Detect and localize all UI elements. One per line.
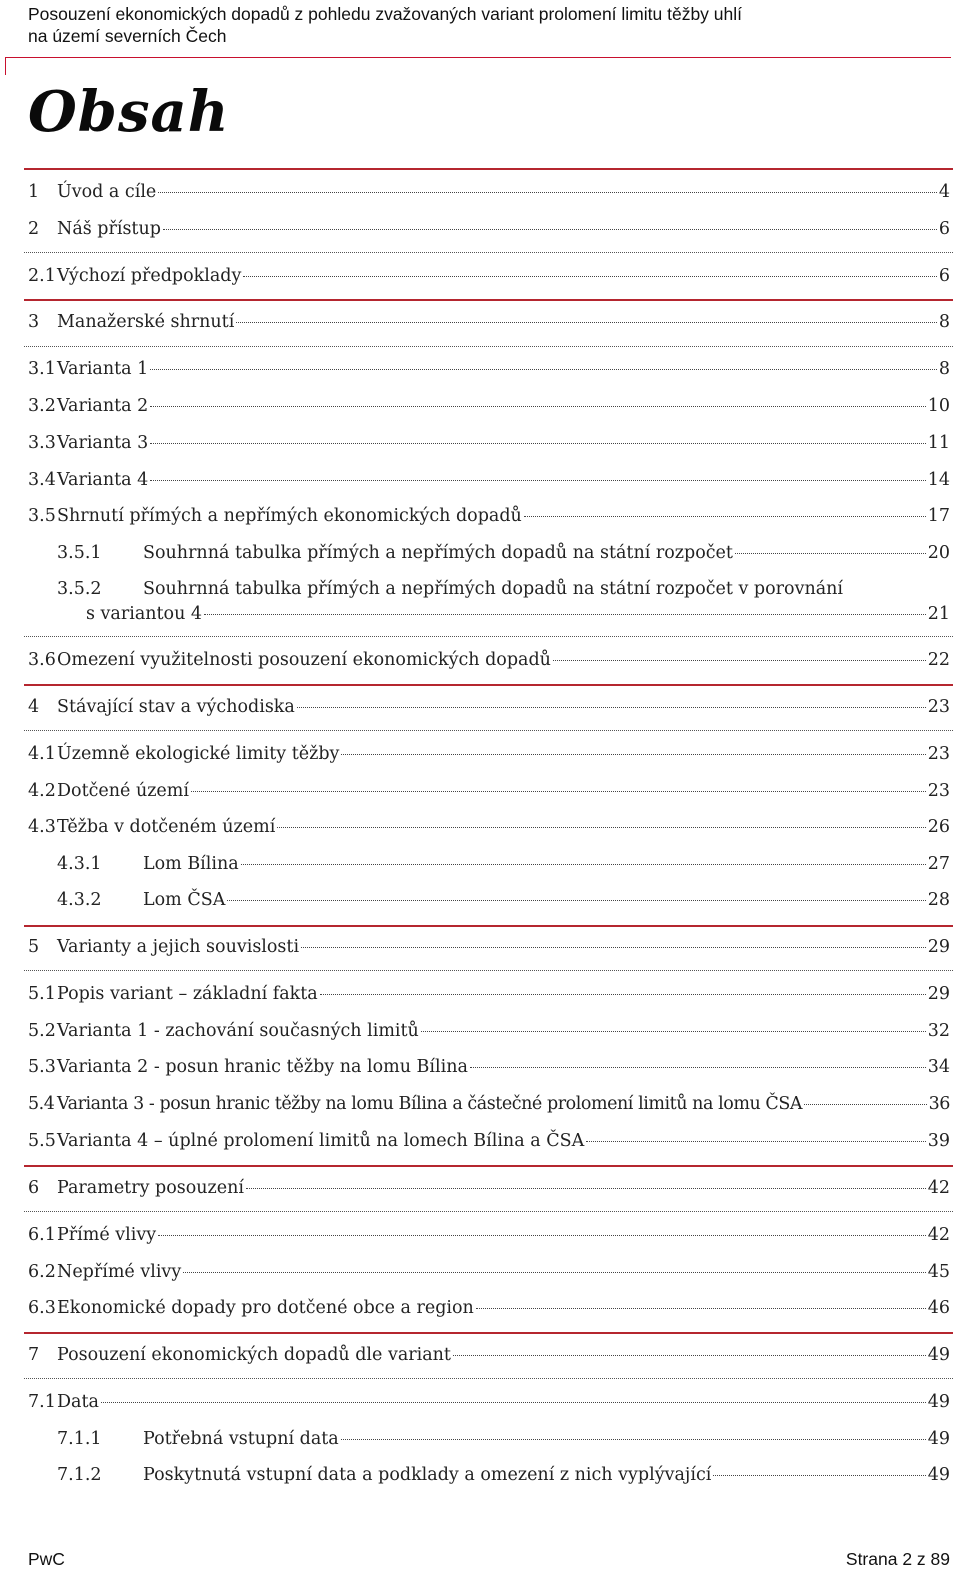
separator (24, 168, 953, 170)
toc-number: 6.1 (28, 1225, 56, 1245)
toc-entry-3-1[interactable] (28, 357, 950, 381)
toc-entry-3-5-2-continuation[interactable] (86, 602, 950, 626)
toc-entry-4[interactable] (28, 695, 950, 719)
toc-number: 7.1.2 (57, 1465, 102, 1485)
toc-title: Souhrnná tabulka přímých a nepřímých dopadů na státní rozpočet v porovnání (143, 579, 844, 599)
toc-entry-3-5[interactable] (28, 504, 950, 528)
toc-title: Přímé vlivy (57, 1225, 157, 1245)
toc-title: Lom Bílina (143, 854, 239, 874)
dot-leader (476, 1308, 926, 1309)
toc-number: 4.3.2 (57, 890, 102, 910)
toc-page: 49 (927, 1345, 950, 1365)
dot-leader (243, 276, 936, 277)
toc-page: 17 (927, 506, 950, 526)
toc-number: 3.5.1 (57, 543, 102, 563)
toc-title: Úvod a cíle (57, 182, 157, 202)
toc-entry-4-3-1[interactable] (57, 852, 950, 876)
toc-page: 42 (927, 1178, 950, 1198)
dot-leader (158, 192, 937, 193)
toc-page: 28 (927, 890, 950, 910)
separator (24, 1332, 953, 1334)
dot-leader (735, 553, 926, 554)
dot-leader (191, 791, 926, 792)
toc-entry-6-1[interactable] (28, 1223, 950, 1247)
toc-entry-7[interactable] (28, 1343, 950, 1367)
toc-number: 3.2 (28, 396, 56, 416)
toc-number: 4.2 (28, 781, 56, 801)
toc-entry-4-3-2[interactable] (57, 888, 950, 912)
toc-page: 49 (927, 1429, 950, 1449)
toc-title: Těžba v dotčeném území (57, 817, 276, 837)
toc-page: 4 (938, 182, 950, 202)
toc-number: 5.2 (28, 1021, 56, 1041)
toc-title: Dotčené území (57, 781, 189, 801)
toc-page: 29 (927, 937, 950, 957)
separator (24, 1378, 953, 1379)
toc-number: 3.6 (28, 650, 56, 670)
toc-entry-6[interactable] (28, 1176, 950, 1200)
separator (24, 1165, 953, 1167)
dot-leader (163, 229, 937, 230)
toc-page: 6 (938, 266, 950, 286)
toc-entry-2[interactable] (28, 217, 950, 241)
toc-number: 6.3 (28, 1298, 56, 1318)
toc-number: 3.1 (28, 359, 56, 379)
dot-leader (150, 369, 937, 370)
dot-leader (150, 480, 925, 481)
dot-leader (101, 1402, 926, 1403)
toc-entry-4-1[interactable] (28, 742, 950, 766)
toc-title: Varianty a jejich souvislosti (57, 937, 300, 957)
dot-leader (227, 900, 925, 901)
toc-page: 26 (927, 817, 950, 837)
toc-entry-3-2[interactable] (28, 394, 950, 418)
toc-entry-6-2[interactable] (28, 1260, 950, 1284)
toc-number: 7 (28, 1345, 40, 1365)
footer-company: PwC (28, 1549, 65, 1569)
toc-page: 23 (927, 744, 950, 764)
toc-page: 29 (927, 984, 950, 1004)
toc-number: 1 (28, 182, 40, 202)
dot-leader (150, 406, 925, 407)
toc-title: Popis variant – základní fakta (57, 984, 318, 1004)
toc-title: Výchozí předpoklady (57, 266, 242, 286)
toc-title: Shrnutí přímých a nepřímých ekonomických dopadů (57, 506, 522, 526)
toc-title: Data (57, 1392, 99, 1412)
separator (24, 299, 953, 301)
toc-title: Potřebná vstupní data (143, 1429, 339, 1449)
toc-number: 7.1.1 (57, 1429, 102, 1449)
toc-page: 34 (927, 1057, 950, 1077)
toc-number: 2.1 (28, 266, 56, 286)
toc-entry-3-6[interactable] (28, 648, 950, 672)
toc-number: 3 (28, 312, 40, 332)
toc-page: 46 (927, 1298, 950, 1318)
toc-title: Varianta 4 (57, 470, 149, 490)
toc-number: 7.1 (28, 1392, 56, 1412)
toc-number: 5.5 (28, 1131, 56, 1151)
toc-entry-7-1-1[interactable] (57, 1427, 950, 1451)
dot-leader (236, 322, 937, 323)
toc-title: Ekonomické dopady pro dotčené obce a region (57, 1298, 474, 1318)
toc-number: 4.3 (28, 817, 56, 837)
toc-entry-4-3[interactable] (28, 815, 950, 839)
toc-entry-5-4[interactable] (28, 1092, 950, 1116)
toc-title: Varianta 3 (57, 433, 149, 453)
toc-entry-3-4[interactable] (28, 468, 950, 492)
dot-leader (341, 1439, 926, 1440)
toc-page: 8 (938, 312, 950, 332)
toc-number: 5 (28, 937, 40, 957)
toc-number: 6.2 (28, 1262, 56, 1282)
toc-entry-7-1-2[interactable] (57, 1463, 950, 1487)
toc-page: 10 (927, 396, 950, 416)
header-line-1: Posouzení ekonomických dopadů z pohledu zvažovaných variant prolomení limitu těžby uhlí (28, 4, 743, 24)
dot-leader (470, 1067, 926, 1068)
dot-leader (150, 443, 925, 444)
toc-page: 21 (927, 604, 950, 624)
separator (24, 970, 953, 971)
dot-leader (158, 1235, 926, 1236)
toc-page: 22 (927, 650, 950, 670)
dot-leader (553, 660, 926, 661)
toc-number: 5.4 (28, 1094, 55, 1114)
toc-number: 4.1 (28, 744, 56, 764)
toc-page: 20 (927, 543, 950, 563)
dot-leader (241, 864, 926, 865)
toc-title: Náš přístup (57, 219, 161, 239)
toc-number: 3.5.2 (57, 579, 102, 599)
separator (24, 346, 953, 347)
dot-leader (204, 614, 926, 615)
toc-title: Stávající stav a východiska (57, 697, 295, 717)
dot-leader (297, 707, 926, 708)
toc-page: 49 (927, 1392, 950, 1412)
toc-page: 36 (928, 1094, 950, 1114)
toc-title: Varianta 4 – úplné prolomení limitů na lomech Bílina a ČSA (57, 1131, 585, 1151)
toc-page: 8 (938, 359, 950, 379)
toc-title: Varianta 3 - posun hranic těžby na lomu Bílina a částečné prolomení limitů na lomu ČSA (57, 1094, 803, 1114)
separator (24, 684, 953, 686)
toc-title: Posouzení ekonomických dopadů dle variant (57, 1345, 451, 1365)
page-title: Obsah (28, 79, 230, 145)
toc-title: Varianta 1 - zachování současných limitů (57, 1021, 419, 1041)
toc-page: 23 (927, 781, 950, 801)
toc-number: 6 (28, 1178, 40, 1198)
dot-leader (804, 1104, 927, 1105)
toc-number: 2 (28, 219, 40, 239)
toc-page: 6 (938, 219, 950, 239)
toc-entry-3[interactable] (28, 310, 950, 334)
toc-entry-4-2[interactable] (28, 779, 950, 803)
toc-title: Manažerské shrnutí (57, 312, 235, 332)
toc-title: Poskytnutá vstupní data a podklady a omezení z nich vyplývající (143, 1465, 712, 1485)
separator (24, 636, 953, 637)
toc-title: Územně ekologické limity těžby (57, 744, 340, 764)
toc-title: Omezení využitelnosti posouzení ekonomických dopadů (57, 650, 551, 670)
toc-title: Varianta 2 - posun hranic těžby na lomu Bílina (57, 1057, 468, 1077)
toc-number: 3.3 (28, 433, 56, 453)
dot-leader (453, 1355, 926, 1356)
toc-title: Parametry posouzení (57, 1178, 244, 1198)
dot-leader (586, 1141, 926, 1142)
toc-page: 45 (927, 1262, 950, 1282)
separator (24, 1211, 953, 1212)
toc-entry-5-5[interactable] (28, 1129, 950, 1153)
toc-page: 11 (927, 433, 950, 453)
dot-leader (421, 1031, 926, 1032)
header-line-2: na území severních Čech (28, 26, 227, 46)
toc-number: 5.1 (28, 984, 56, 1004)
toc-page: 49 (927, 1465, 950, 1485)
toc-page: 14 (927, 470, 950, 490)
toc-entry-5[interactable] (28, 935, 950, 959)
toc-title: Varianta 2 (57, 396, 149, 416)
toc-entry-3-5-1[interactable] (57, 541, 950, 565)
toc-title-continuation: s variantou 4 (86, 604, 203, 624)
toc-page: 42 (927, 1225, 950, 1245)
toc-title: Varianta 1 (57, 359, 149, 379)
toc-number: 3.4 (28, 470, 56, 490)
dot-leader (183, 1272, 926, 1273)
toc-entry-2-1[interactable] (28, 264, 950, 288)
separator (24, 252, 953, 253)
toc-entry-7-1[interactable] (28, 1390, 950, 1414)
toc-number: 5.3 (28, 1057, 56, 1077)
dot-leader (713, 1475, 925, 1476)
toc-entry-1[interactable] (28, 180, 950, 204)
dot-leader (301, 947, 926, 948)
toc-page: 32 (927, 1021, 950, 1041)
toc-number: 4.3.1 (57, 854, 102, 874)
separator (24, 925, 953, 927)
dot-leader (320, 994, 926, 995)
toc-page: 39 (927, 1131, 950, 1151)
toc-entry-5-2[interactable] (28, 1019, 950, 1043)
toc-page: 23 (927, 697, 950, 717)
dot-leader (277, 827, 925, 828)
toc-title: Lom ČSA (143, 890, 226, 910)
toc-entry-6-3[interactable] (28, 1296, 950, 1320)
dot-leader (246, 1188, 926, 1189)
toc-entry-5-1[interactable] (28, 982, 950, 1006)
toc-entry-5-3[interactable] (28, 1055, 950, 1079)
toc-number: 4 (28, 697, 40, 717)
toc-page: 27 (927, 854, 950, 874)
toc-entry-3-5-2[interactable] (57, 577, 950, 601)
toc-title: Nepřímé vlivy (57, 1262, 182, 1282)
dot-leader (524, 516, 926, 517)
separator (24, 730, 953, 731)
toc-title: Souhrnná tabulka přímých a nepřímých dopadů na státní rozpočet (143, 543, 733, 563)
dot-leader (341, 754, 925, 755)
toc-entry-3-3[interactable] (28, 431, 950, 455)
footer-page-number: Strana 2 z 89 (845, 1549, 950, 1569)
toc-number: 3.5 (28, 506, 56, 526)
